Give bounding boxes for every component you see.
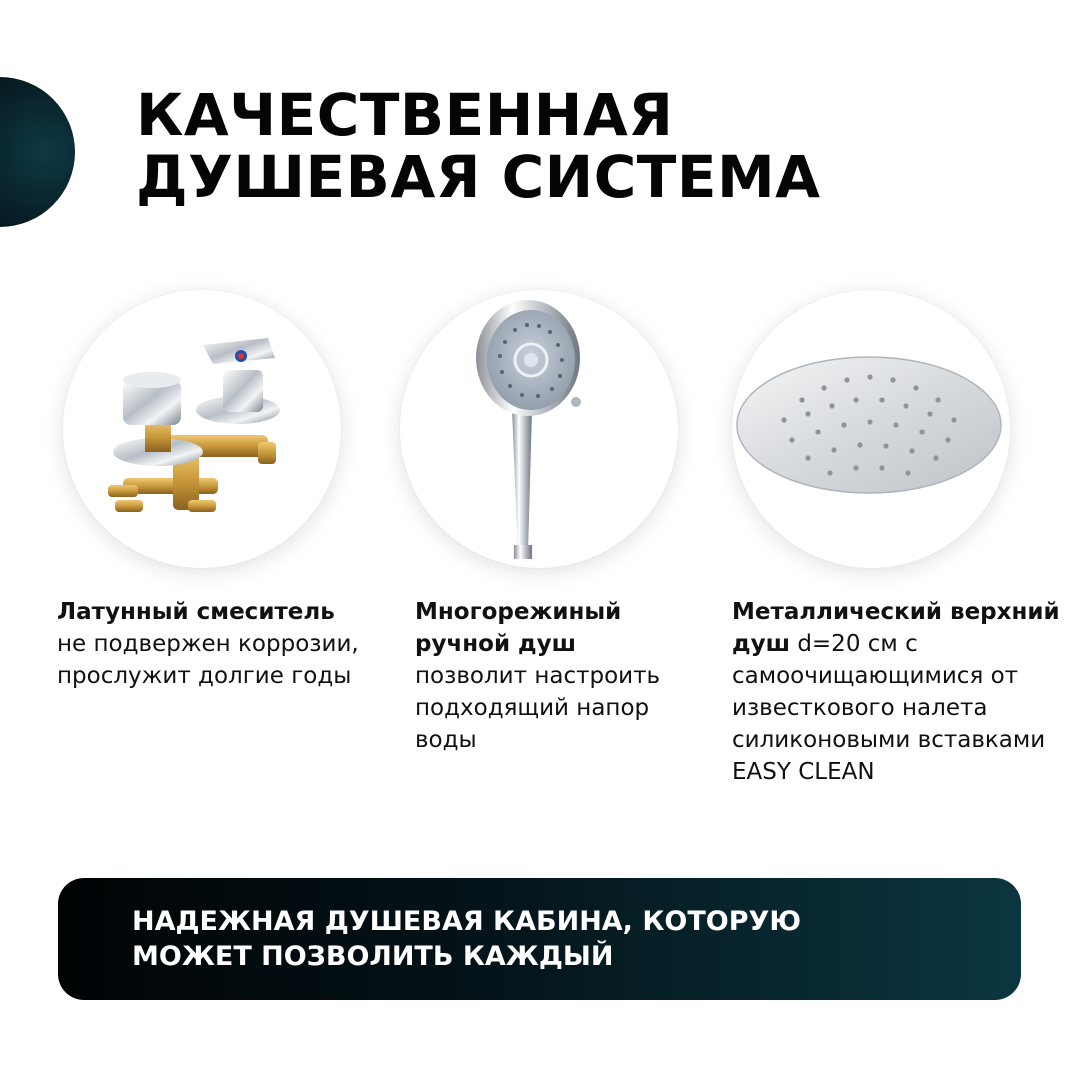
product-title: Латунный смеситель <box>57 599 335 625</box>
bottom-banner <box>58 878 1021 1000</box>
corner-decor <box>0 77 75 227</box>
product-image-mixer <box>63 290 341 568</box>
page-title-line-2: ДУШЕВАЯ СИСТЕМА <box>136 143 821 211</box>
product-image-rain-shower <box>732 290 1010 568</box>
product-title: Многорежиный ручной душ <box>415 599 622 657</box>
rain-shower-head-icon <box>732 290 1010 568</box>
page-title <box>136 81 821 211</box>
product-desc-mixer <box>57 596 377 692</box>
product-text: d=20 см с самоочищающимися от известкового налета силиконовыми вставками EASY CLEAN <box>732 631 1046 785</box>
product-text: позволит настроить подходящий напор воды <box>415 663 661 753</box>
hand-shower-icon <box>400 290 678 568</box>
product-text: не подвержен коррозии, прослужит долгие годы <box>57 631 359 689</box>
banner-line-1: НАДЕЖНАЯ ДУШЕВАЯ КАБИНА, КОТОРУЮ <box>132 906 802 937</box>
product-desc-rain-shower <box>732 596 1067 788</box>
product-title: Металлический верхний душ <box>732 599 1060 657</box>
product-image-hand-shower <box>400 290 678 568</box>
page-title-line-1: КАЧЕСТВЕННАЯ <box>136 81 674 149</box>
banner-line-2: МОЖЕТ ПОЗВОЛИТЬ КАЖДЫЙ <box>132 941 614 972</box>
banner-text <box>132 904 801 974</box>
brass-mixer-valve-icon <box>63 290 341 568</box>
product-desc-hand-shower <box>415 596 715 756</box>
